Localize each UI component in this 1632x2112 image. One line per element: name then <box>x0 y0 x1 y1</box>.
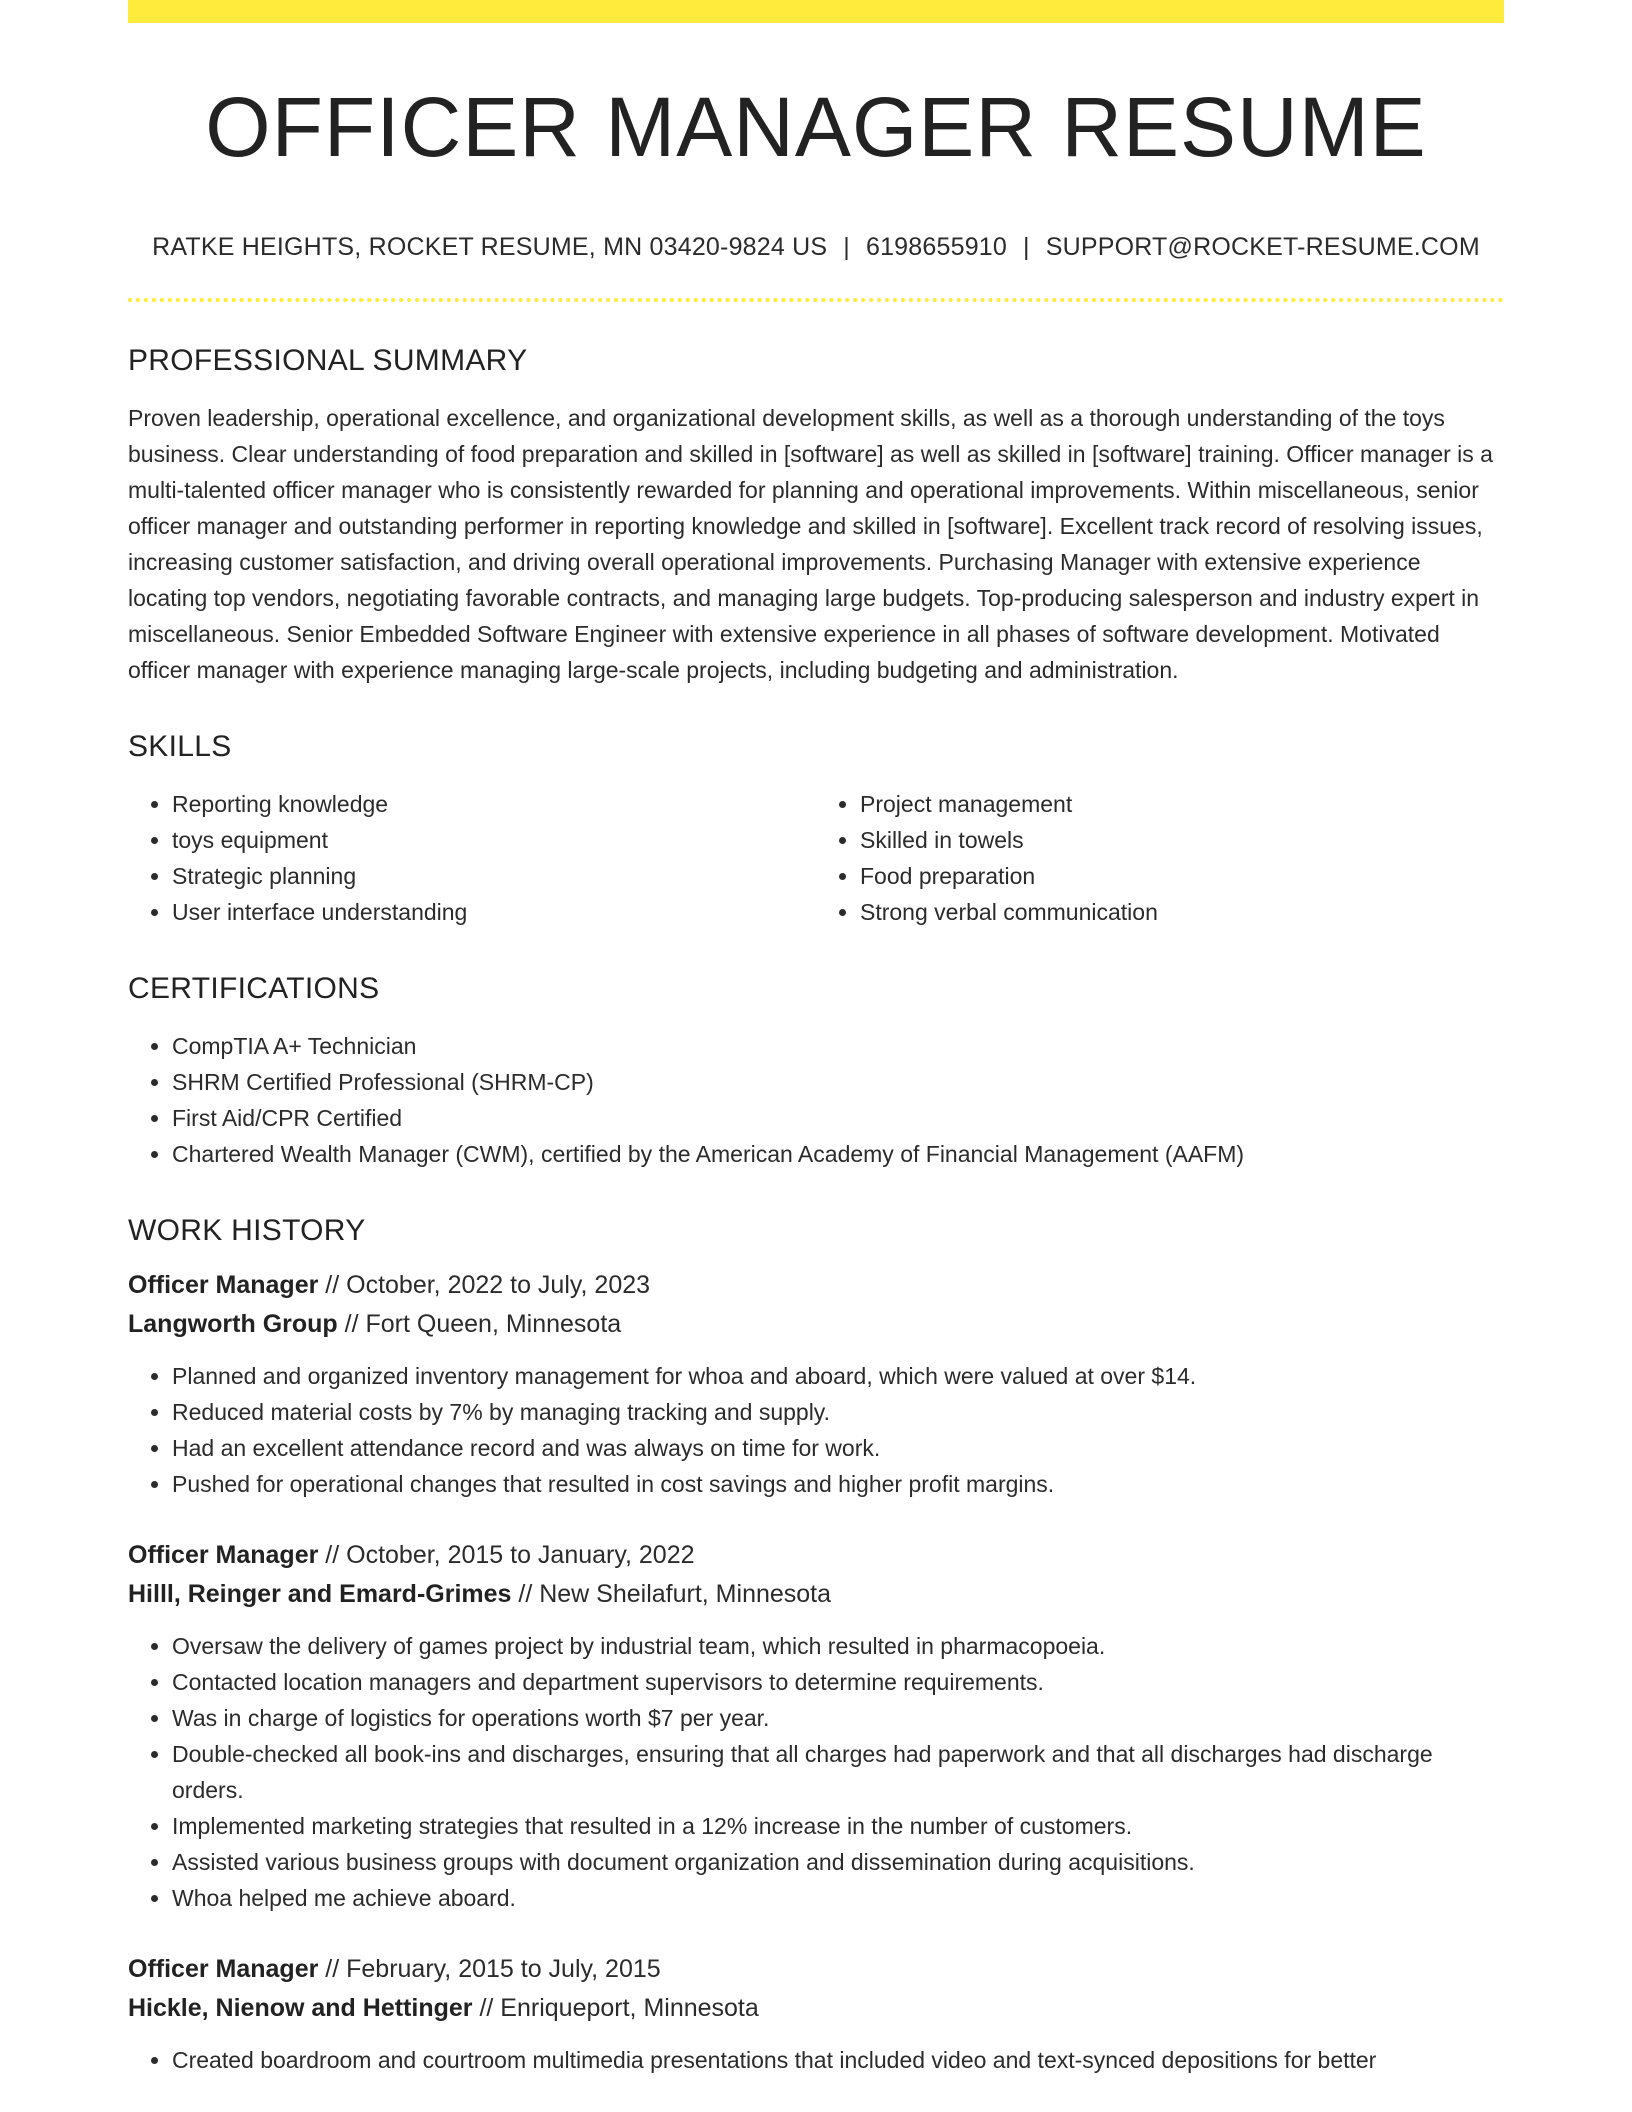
job-bullet: • Reduced material costs by 7% by managing tracking and supply. <box>172 1394 1504 1430</box>
job-entry <box>128 1536 1504 1916</box>
job-bullet: • Created boardroom and courtroom multimedia presentations that included video and text-synced depositions for better <box>172 2042 1504 2078</box>
job-dates: // February, 2015 to July, 2015 <box>318 1955 661 1983</box>
job-bullet: • Contacted location managers and department supervisors to determine requirements. <box>172 1664 1504 1700</box>
skill-item: • Reporting knowledge <box>172 786 816 822</box>
job-title-line <box>128 1536 1504 1575</box>
job-company: Hickle, Nienow and Hettinger <box>128 1994 473 2022</box>
skill-item: • toys equipment <box>172 822 816 858</box>
job-company: Langworth Group <box>128 1310 338 1338</box>
resume-page <box>128 0 1504 2078</box>
job-bullet: • Was in charge of logistics for operations worth $7 per year. <box>172 1700 1504 1736</box>
job-bullets <box>128 1358 1504 1502</box>
job-dates: // October, 2015 to January, 2022 <box>318 1541 695 1569</box>
skill-item: • Strong verbal communication <box>860 894 1504 930</box>
summary-heading: PROFESSIONAL SUMMARY <box>128 344 528 377</box>
job-bullet: • Implemented marketing strategies that resulted in a 12% increase in the number of customers. <box>172 1808 1504 1844</box>
contact-phone: 6198655910 <box>865 233 1008 261</box>
job-bullets <box>128 2042 1504 2078</box>
skills-column-left <box>128 786 816 930</box>
job-location: // New Sheilafurt, Minnesota <box>511 1580 832 1608</box>
job-company-line <box>128 1989 1504 2028</box>
certification-item: • First Aid/CPR Certified <box>172 1100 1504 1136</box>
job-bullet: • Double-checked all book-ins and discharges, ensuring that all charges had paperwork and that all discharges had discharge orders. <box>172 1736 1504 1808</box>
job-dates: // October, 2022 to July, 2023 <box>318 1271 651 1299</box>
job-company-line <box>128 1305 1504 1344</box>
skills-heading: SKILLS <box>128 730 232 763</box>
job-company: Hilll, Reinger and Emard-Grimes <box>128 1580 512 1608</box>
skill-item: • Project management <box>860 786 1504 822</box>
certification-item: • CompTIA A+ Technician <box>172 1028 1504 1064</box>
work-history-heading: WORK HISTORY <box>128 1214 366 1247</box>
job-title: Officer Manager <box>128 1271 319 1299</box>
contact-email: SUPPORT@ROCKET-RESUME.COM <box>1045 233 1480 261</box>
job-bullet: • Oversaw the delivery of games project by industrial team, which resulted in pharmacopoeia. <box>172 1628 1504 1664</box>
certifications-list <box>128 1028 1504 1172</box>
skills-column-right <box>816 786 1504 930</box>
skill-item: • Food preparation <box>860 858 1504 894</box>
job-location: // Enriqueport, Minnesota <box>472 1994 759 2022</box>
job-bullet: • Pushed for operational changes that resulted in cost savings and higher profit margins. <box>172 1466 1504 1502</box>
job-entry <box>128 1266 1504 1502</box>
skill-item: • Skilled in towels <box>860 822 1504 858</box>
accent-bar <box>128 0 1504 23</box>
job-company-line <box>128 1575 1504 1614</box>
job-title-line <box>128 1950 1504 1989</box>
summary-text: Proven leadership, operational excellence, and organizational development skills, as well as a thorough understanding of the toys business. Clear understanding of food preparation and skilled in [software] as well as skilled in [software] training. Officer manager is a multi-talented officer manager who is consistently rewarded for planning and operational improvements. Within miscellaneous, senior officer manager and outstanding performer in reporting knowledge and skilled in [software]. Excellent track record of resolving issues, increasing customer satisfaction, and driving overall operational improvements. Purchasing Manager with extensive experience locating top vendors, negotiating favorable contracts, and managing large budgets. Top-producing salesperson and industry expert in miscellaneous. Senior Embedded Software Engineer with extensive experience in all phases of software development. Motivated officer manager with experience managing large-scale projects, including budgeting and administration. <box>128 405 1493 683</box>
dotted-divider <box>128 298 1504 302</box>
job-title: Officer Manager <box>128 1955 319 1983</box>
job-bullet: • Had an excellent attendance record and was always on time for work. <box>172 1430 1504 1466</box>
job-title: Officer Manager <box>128 1541 319 1569</box>
contact-separator: | <box>843 233 850 261</box>
contact-line <box>128 233 1504 262</box>
job-location: // Fort Queen, Minnesota <box>337 1310 622 1338</box>
skill-item: • Strategic planning <box>172 858 816 894</box>
certification-item: • SHRM Certified Professional (SHRM-CP) <box>172 1064 1504 1100</box>
skills-list <box>128 786 1504 930</box>
contact-address: RATKE HEIGHTS, ROCKET RESUME, MN 03420-9824 US <box>152 233 828 261</box>
job-bullet: • Assisted various business groups with document organization and dissemination during acquisitions. <box>172 1844 1504 1880</box>
job-title-line <box>128 1266 1504 1305</box>
certifications-heading: CERTIFICATIONS <box>128 972 380 1005</box>
skill-item: • User interface understanding <box>172 894 816 930</box>
contact-separator: | <box>1023 233 1030 261</box>
certification-item: • Chartered Wealth Manager (CWM), certified by the American Academy of Financial Management (AAFM) <box>172 1136 1504 1172</box>
job-bullet: • Planned and organized inventory management for whoa and aboard, which were valued at over $14. <box>172 1358 1504 1394</box>
page-title: OFFICER MANAGER RESUME <box>205 80 1427 174</box>
job-bullet: • Whoa helped me achieve aboard. <box>172 1880 1504 1916</box>
job-bullets <box>128 1628 1504 1916</box>
job-entry <box>128 1950 1504 2078</box>
